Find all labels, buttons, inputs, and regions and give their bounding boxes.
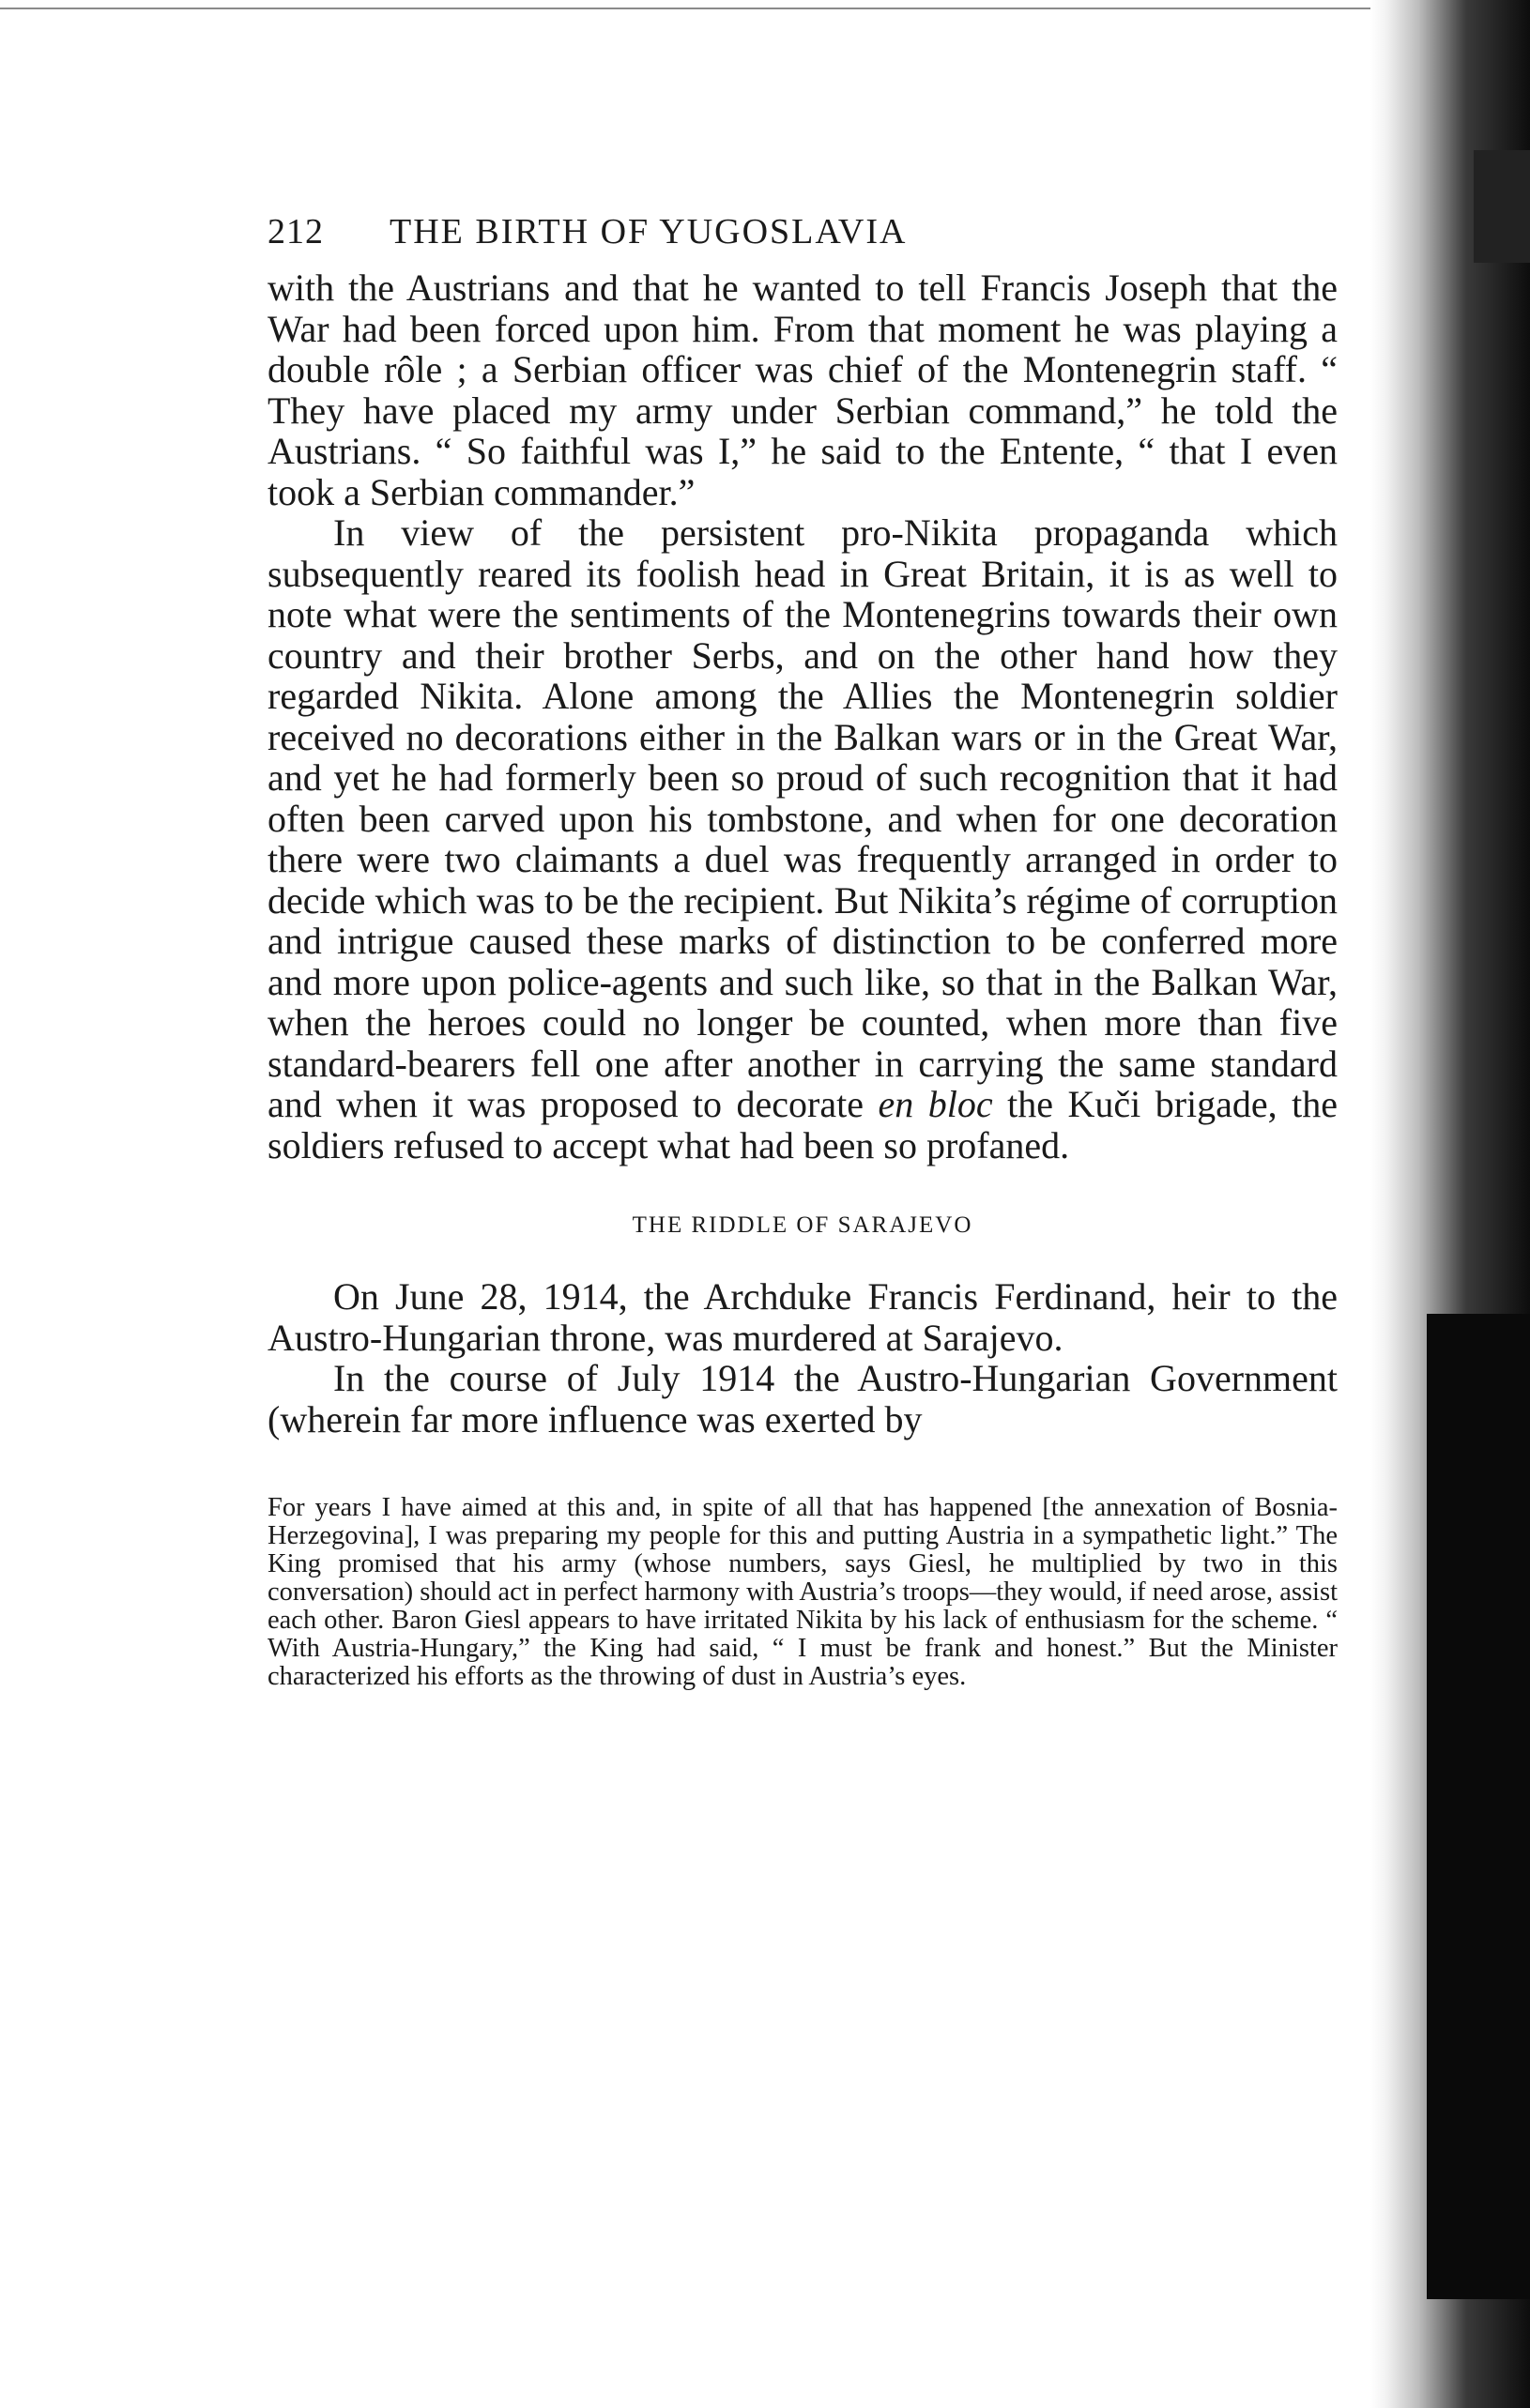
running-title: THE BIRTH OF YUGOSLAVIA [390, 212, 908, 251]
paragraph-decorations [268, 512, 1338, 1166]
binding-dark-patch-top [1474, 150, 1530, 263]
running-head [268, 211, 1338, 267]
top-rule [0, 8, 1408, 9]
paragraph-assassination: On June 28, 1914, the Archduke Francis Ferdinand, heir to the Austro-Hungarian throne, was murdered at Sarajevo. [268, 1275, 1338, 1359]
paragraph-july-1914: In the course of July 1914 the Austro-Hungarian Government (wherein far more influence was exerted by [268, 1357, 1338, 1440]
footnote-text: For years I have aimed at this and, in spite of all that has happened [the annexation of Bosnia-Herzegovina], I was preparing my people for this and putting Austria in a sympathetic light.” The King promised that his army (whose numbers, says Giesl, he multiplied by two in this conversation) should act in perfect harmony with Austria’s troops—they would, if need arose, assist each other. Baron Giesl appears to have irritated Nikita by his lack of enthusiasm for the scheme. “ With Austria-Hungary,” the King had said, “ I must be frank and honest.” But the Minister characterized his efforts as the throwing of dust in Austria’s eyes. [268, 1493, 1338, 1691]
footnote [268, 1494, 1338, 1691]
book-page [268, 211, 1338, 1691]
page-number: 212 [268, 212, 324, 251]
italic-phrase: en bloc [878, 1083, 993, 1125]
body-text [268, 267, 1338, 1440]
binding-dark-patch-bottom [1427, 1314, 1530, 2299]
paragraph-decorations-text: In view of the persistent pro-Nikita propaganda which subsequently reared its foolish head in Great Britain, it is as well to note what were the sentiments of the Montenegrins towards their own country and their brother Serbs, and on the other hand how they regarded Nikita. Alone among the Allies the Montenegrin soldier received no decorations either in the Balkan wars or in the Great War, and yet he had formerly been so proud of such recognition that it had often been carved upon his tombstone, and when for one decoration there were two claimants a duel was frequently arranged in order to decide which was to be the recipient. But Nikita’s régime of corruption and intrigue caused these marks of distinction to be conferred more and more upon police-agents and such like, so that in the Balkan War, when the heroes could no longer be counted, when more than five standard-bearers fell one after another in carrying the same standard and when it was proposed to decorate [268, 511, 1338, 1125]
section-heading: THE RIDDLE OF SARAJEVO [632, 1212, 973, 1238]
paragraph-continuation: with the Austrians and that he wanted to tell Francis Joseph that the War had been forced upon him. From that moment he was playing a double rôle ; a Serbian officer was chief of the Montenegrin staff. “ They have placed my army under Serbian command,” he told the Austrians. “ So faithful was I,” he said to the Entente, “ that I even took a Serbian commander.” [268, 267, 1338, 513]
paragraph-decorations-end: the Kuči brigade, the soldiers refused to accept what had been so profaned. [268, 1083, 1339, 1166]
